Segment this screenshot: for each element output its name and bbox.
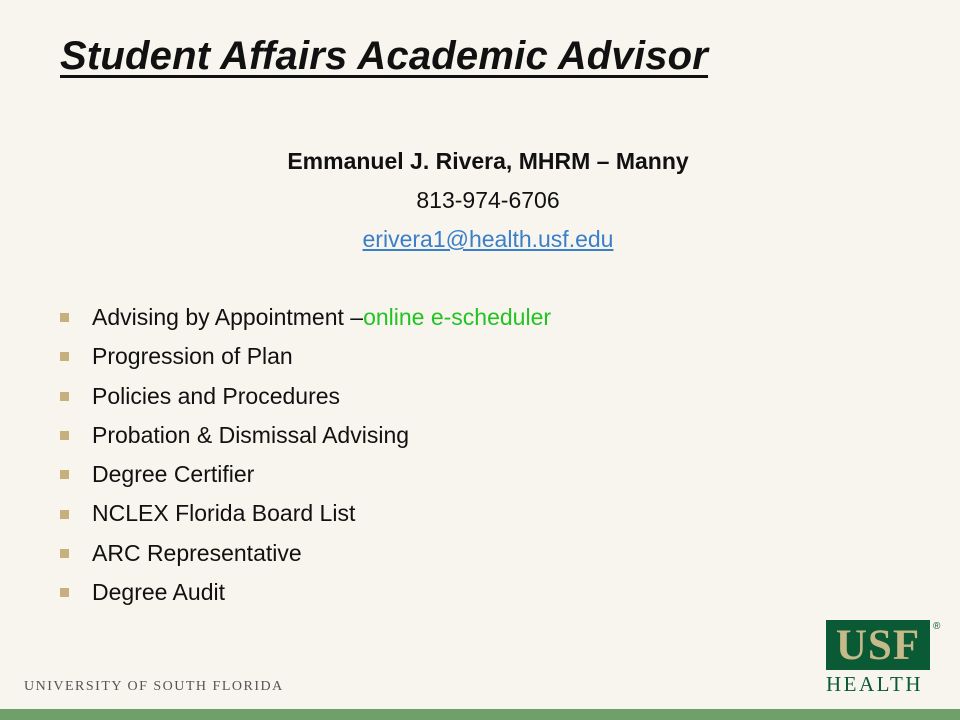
square-bullet-icon: [60, 549, 69, 558]
usf-health-logo: [826, 620, 944, 696]
list-item-text: NCLEX Florida Board List: [92, 500, 356, 527]
logo-health-text: HEALTH: [826, 672, 924, 696]
e-scheduler-link[interactable]: online e-scheduler: [363, 304, 552, 330]
list-item: [60, 416, 551, 455]
list-item: [60, 337, 551, 376]
contact-block: [0, 142, 960, 259]
list-item-text: Advising by Appointment –: [92, 304, 364, 330]
square-bullet-icon: [60, 431, 69, 440]
list-item: [60, 298, 551, 337]
list-item: [60, 377, 551, 416]
square-bullet-icon: [60, 392, 69, 401]
footer-bar: [0, 709, 960, 720]
university-wordmark: UNIVERSITY OF SOUTH FLORIDA: [24, 679, 284, 694]
list-item-text: Policies and Procedures: [92, 382, 341, 409]
services-list: [60, 298, 551, 612]
registered-mark: ®: [933, 621, 941, 632]
list-item-text: Degree Certifier: [92, 461, 255, 488]
logo-usf-text: USF: [835, 622, 921, 669]
square-bullet-icon: [60, 470, 69, 479]
list-item-text: Progression of Plan: [92, 343, 293, 370]
advisor-phone: 813-974-6706: [416, 187, 560, 213]
square-bullet-icon: [60, 510, 69, 519]
list-item: [60, 534, 551, 573]
advisor-email-link[interactable]: erivera1@health.usf.edu: [362, 226, 614, 252]
list-item-text: Probation & Dismissal Advising: [92, 421, 410, 448]
advisor-name: Emmanuel J. Rivera, MHRM – Manny: [287, 148, 689, 174]
list-item: [60, 494, 551, 533]
list-item: [60, 455, 551, 494]
square-bullet-icon: [60, 313, 69, 322]
list-item-text: Degree Audit: [92, 579, 225, 606]
page-title: Student Affairs Academic Advisor: [60, 34, 709, 78]
square-bullet-icon: [60, 352, 69, 361]
list-item: [60, 573, 551, 612]
list-item-text: ARC Representative: [92, 539, 302, 566]
square-bullet-icon: [60, 588, 69, 597]
